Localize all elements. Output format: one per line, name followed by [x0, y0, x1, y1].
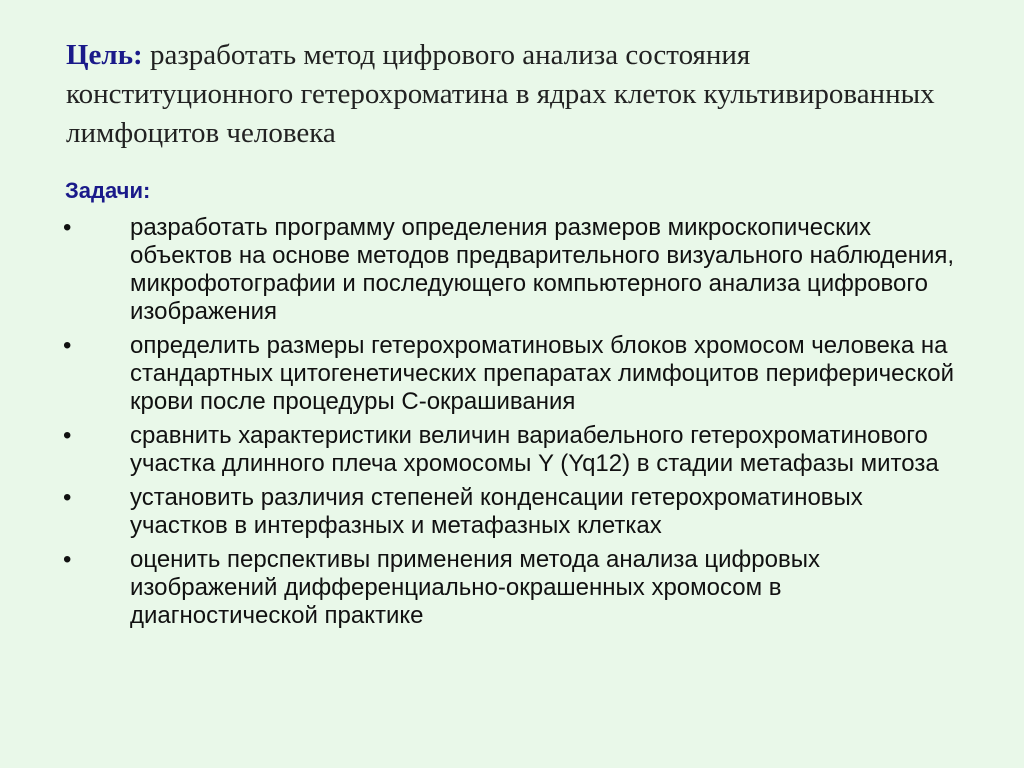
tasks-heading: Задачи:	[65, 178, 151, 203]
bullet-icon: •	[63, 546, 72, 573]
bullet-icon: •	[63, 332, 72, 359]
bullet-icon: •	[63, 422, 72, 449]
task-text: определить размеры гетерохроматиновых блоков хромосом человека на стандартных цитогенетических препаратах лимфоцитов периферической крови после процедуры С-окрашивания	[130, 332, 954, 415]
goal-text: разработать метод цифрового анализа состояния конституционного гетерохроматина в ядрах клеток культивированных лимфоцитов человека	[66, 39, 935, 149]
goal-label: Цель:	[66, 39, 143, 71]
task-item	[60, 484, 960, 540]
task-item	[60, 546, 960, 630]
goal-statement	[66, 36, 966, 153]
task-text: установить различия степеней конденсации гетерохроматиновых участков в интерфазных и метафазных клетках	[130, 484, 863, 539]
task-item	[60, 214, 960, 326]
task-text: разработать программу определения размеров микроскопических объектов на основе методов предварительного визуального наблюдения, микрофотографии и последующего компьютерного анализа цифрового изображения	[130, 214, 955, 325]
bullet-icon: •	[63, 214, 72, 241]
task-item	[60, 422, 960, 478]
bullet-icon: •	[63, 484, 72, 511]
task-item	[60, 332, 960, 416]
task-text: оценить перспективы применения метода анализа цифровых изображений дифференциально-окрашенных хромосом в диагностической практике	[130, 546, 820, 629]
task-list	[60, 214, 960, 636]
task-text: сравнить характеристики величин вариабельного гетерохроматинового участка длинного плеча хромосомы Y (Yq12) в стадии метафазы митоза	[130, 422, 939, 477]
